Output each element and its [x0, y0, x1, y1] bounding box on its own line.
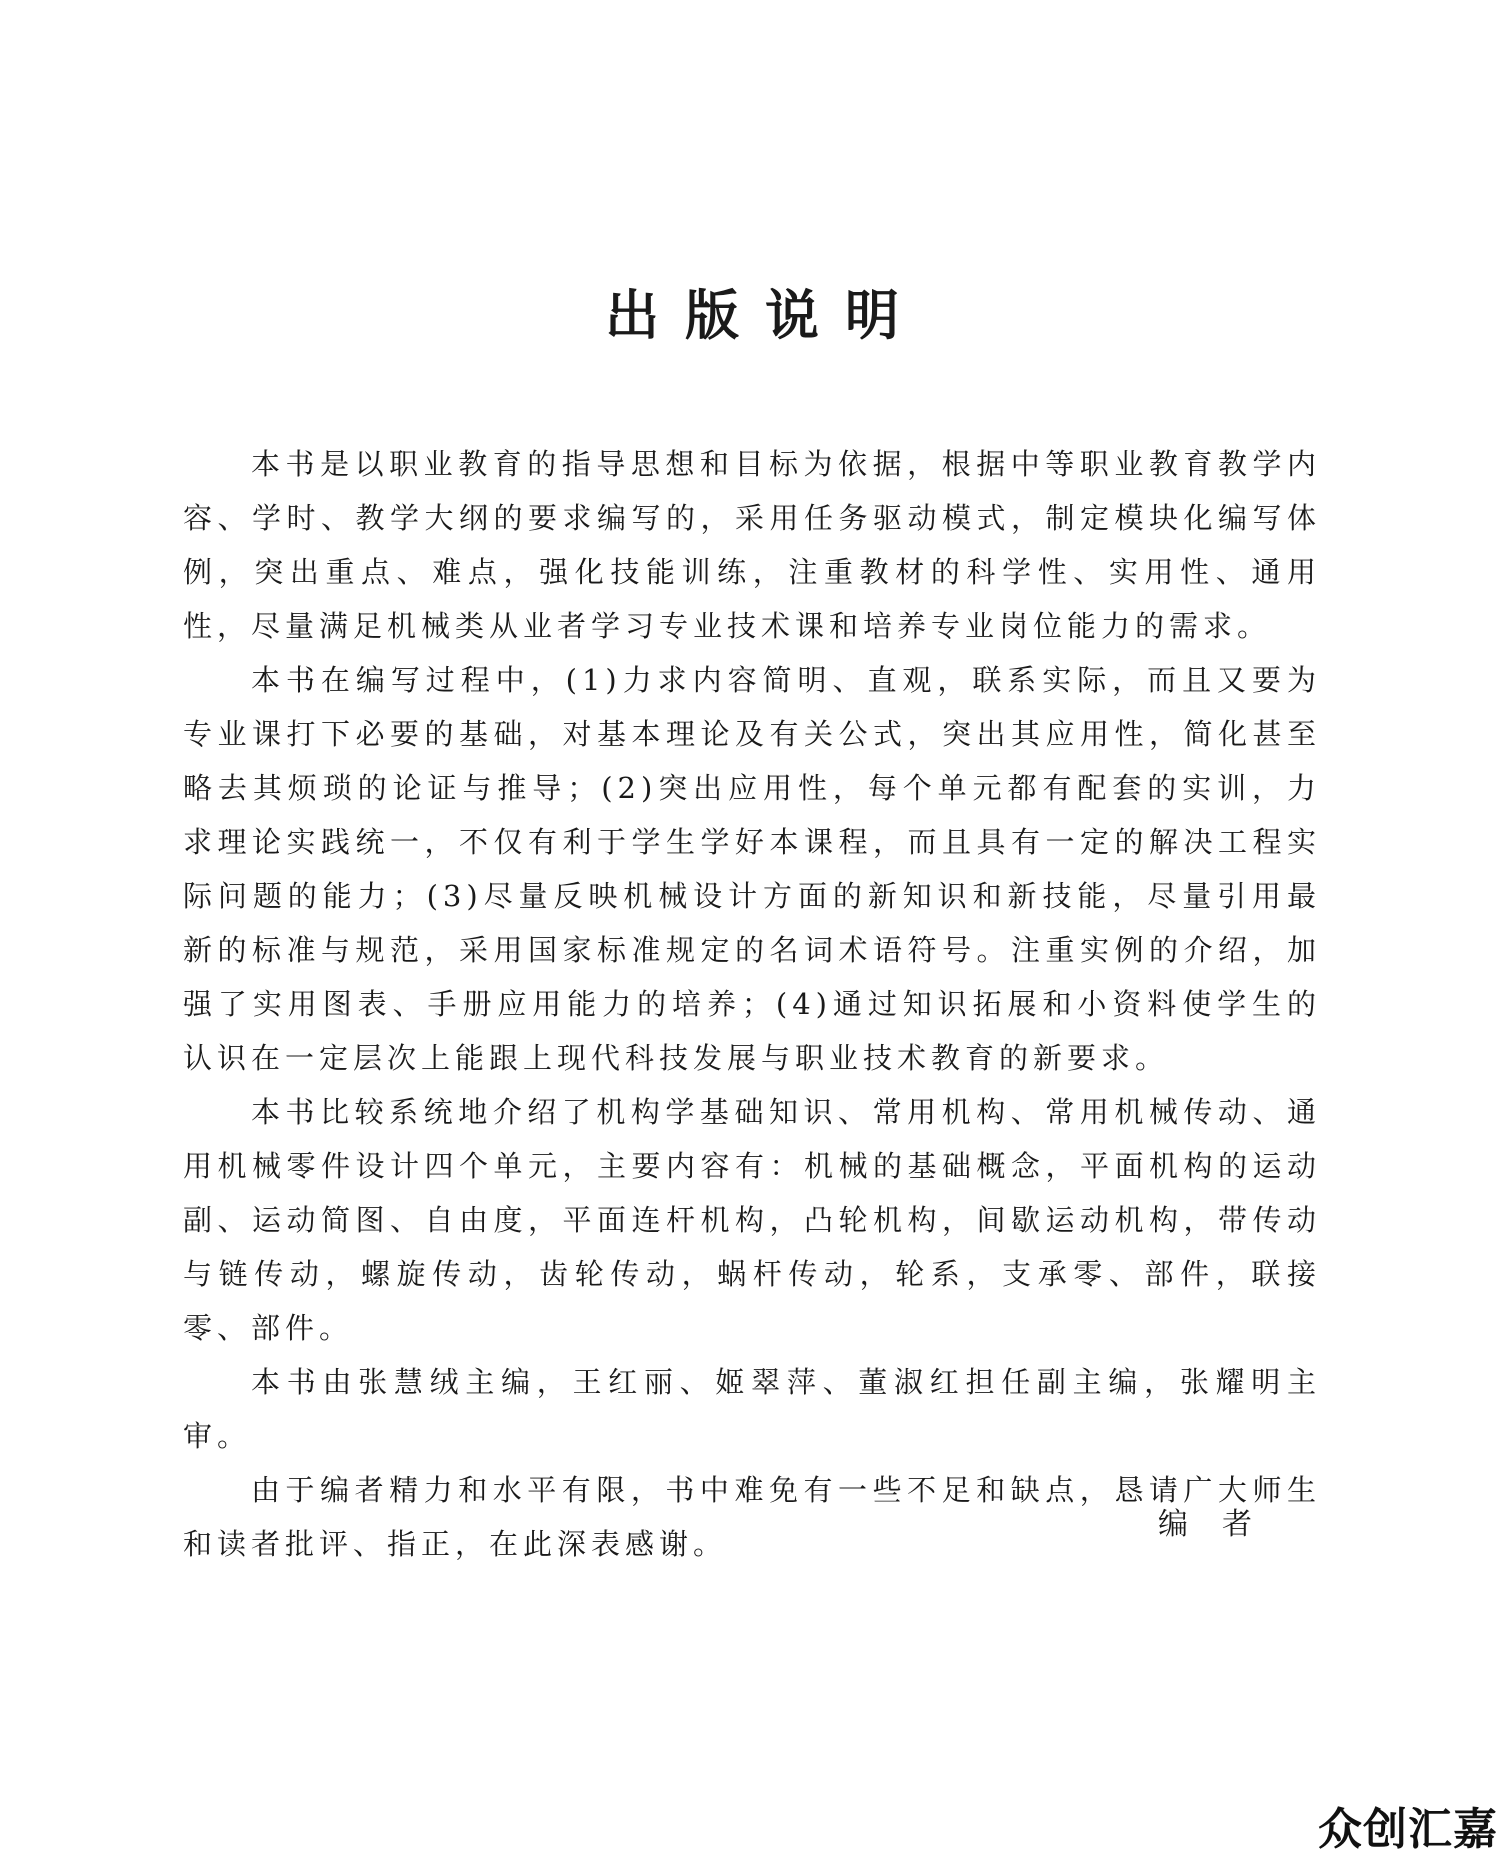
paragraph-writing-process: 本书在编写过程中，(1)力求内容简明、直观，联系实际，而且又要为专业课打下必要的基础，对基本理论及有关公式，突出其应用性，简化甚至略去其烦琐的论证与推导；(2)突出应用性，每个单元都有配套的实训，力求理论实践统一，不仅有利于学生学好本课程，而且具有一定的解决工程实际问题的能力；(3)尽量反映机械设计方面的新知识和新技能，尽量引用最新的标准与规范，采用国家标准规定的名词术语符号。注重实例的介绍，加强了实用图表、手册应用能力的培养；(4)通过知识拓展和小资料使学生的认识在一定层次上能跟上现代科技发展与职业技术教育的新要求。	[183, 663, 1321, 1075]
signature: 编者	[1158, 1507, 1286, 1542]
paragraph-editors: 本书由张慧绒主编，王红丽、姬翠萍、董淑红担任副主编，张耀明主审。	[183, 1365, 1321, 1453]
page-title: 出版说明	[605, 283, 925, 347]
preface-body	[183, 437, 1321, 1571]
paragraph-contents: 本书比较系统地介绍了机构学基础知识、常用机构、常用机械传动、通用机械零件设计四个单元，主要内容有：机械的基础概念，平面机构的运动副、运动简图、自由度，平面连杆机构，凸轮机构，间歇运动机构，带传动与链传动，螺旋传动，齿轮传动，蜗杆传动，轮系，支承零、部件，联接零、部件。	[183, 1095, 1321, 1345]
paragraph-purpose: 本书是以职业教育的指导思想和目标为依据，根据中等职业教育教学内容、学时、教学大纲的要求编写的，采用任务驱动模式，制定模块化编写体例，突出重点、难点，强化技能训练，注重教材的科学性、实用性、通用性，尽量满足机械类从业者学习专业技术课和培养专业岗位能力的需求。	[183, 447, 1321, 643]
paragraph-acknowledgement: 由于编者精力和水平有限，书中难免有一些不足和缺点，恳请广大师生和读者批评、指正，在此深表感谢。	[183, 1473, 1321, 1561]
watermark-logo: 众创汇嘉	[1318, 1804, 1498, 1855]
